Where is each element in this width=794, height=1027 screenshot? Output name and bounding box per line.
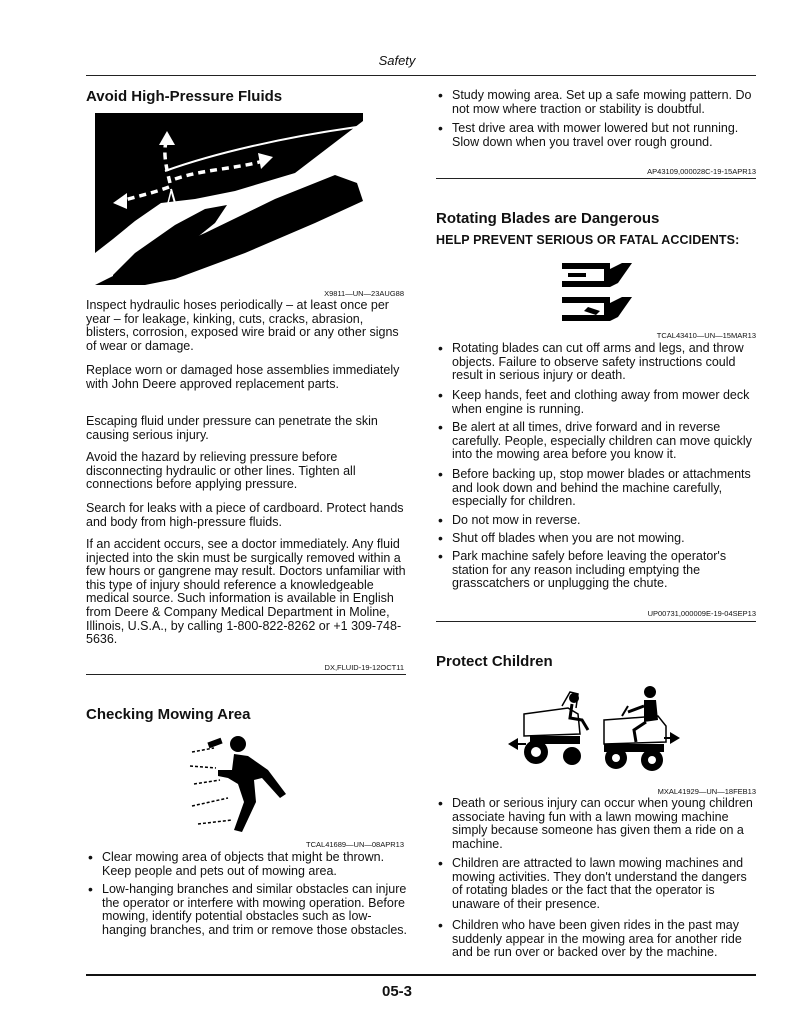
thrown-objects-illustration [188,732,298,836]
fluids-paragraph-2: Replace worn or damaged hose assemblies immediately with John Deere approved replacement parts. [86,363,400,391]
image-ref-mxal41929: MXAL41929—UN—18FEB13 [657,787,756,796]
blades-subheading: HELP PREVENT SERIOUS OR FATAL ACCIDENTS: [436,233,740,247]
section-rule-mowing [436,178,756,179]
blades-bullet-4: • Before backing up, stop mower blades or attachments and look down and behind the machine carefully, especially for children. [436,468,758,509]
page-header-title: Safety [378,53,416,68]
doc-ref-blades: UP00731,000009E-19-04SEP13 [647,609,756,618]
blades-bullet-5: • Do not mow in reverse. [436,514,758,528]
section-rule-blades [436,621,756,622]
image-ref-x9811: X9811—UN—23AUG88 [324,289,404,298]
fluids-paragraph-5: Search for leaks with a piece of cardboard. Protect hands and body from high-pressure fluids. [86,501,404,529]
fluids-paragraph-4: Avoid the hazard by relieving pressure before disconnecting hydraulic or other lines. Tighten all connections before applying pressure. [86,450,356,492]
children-bullet-3: • Children who have been given rides in the past may suddenly appear in the mowing area for another ride and be run over or backed over by the machine. [436,919,758,960]
blades-bullet-3: • Be alert at all times, drive forward and in reverse carefully. People, especially children can move quickly into the mowing area before you know it. [436,421,758,462]
heading-checking-mowing-area: Checking Mowing Area [86,706,251,723]
fluids-paragraph-6: If an accident occurs, see a doctor immediately. Any fluid injected into the skin must be surgically removed within a few hours or gangrene may result. Doctors unfamiliar with this type of injury should reference a knowledgeable medical source. Such information is available in English from Deere & Company Medical Department in Moline, Illinois, U.S.A., by calling 1-800-822-8262 or +1 309-748-5636. [86,537,406,647]
heading-protect-children: Protect Children [436,653,553,670]
image-ref-tcal41689: TCAL41689—UN—08APR13 [306,840,404,849]
doc-ref-fluids: DX,FLUID-19-12OCT11 [324,663,404,672]
protect-children-illustration [508,686,680,780]
header-rule [86,75,756,76]
image-ref-tcal43410: TCAL43410—UN—15MAR13 [656,331,756,340]
mowing-bullet-1: • Clear mowing area of objects that might be thrown. Keep people and pets out of mowing area. [86,851,408,878]
mowing-bullet-2: • Low-hanging branches and similar obstacles can injure the operator or interfere with mowing operation. Before mowing, identify potential obstacles such as low-hanging branches, and trim or remove those obstacles. [86,883,408,937]
high-pressure-fluid-illustration [95,113,363,285]
blades-bullet-6: • Shut off blades when you are not mowing. [436,532,758,546]
page-number: 05-3 [381,983,413,1000]
fluids-paragraph-3: Escaping fluid under pressure can penetrate the skin causing serious injury. [86,414,378,442]
rotating-blades-pictogram [560,259,634,327]
children-bullet-1: • Death or serious injury can occur when young children associate having fun with a lawn mowing machine simply because someone has given them a ride on a machine. [436,797,758,851]
blades-bullet-2: • Keep hands, feet and clothing away from mower deck when engine is running. [436,389,758,416]
blades-bullet-1: • Rotating blades can cut off arms and legs, and throw objects. Failure to observe safety instructions could result in serious injury or death. [436,342,758,383]
fluids-paragraph-1: Inspect hydraulic hoses periodically – at least once per year – for leakage, kinking, cuts, cracks, abrasion, blisters, corrosion, exposed wire braid or any other signs of wear or damage. [86,298,399,353]
footer-rule [86,974,756,976]
heading-avoid-high-pressure-fluids: Avoid High-Pressure Fluids [86,88,283,105]
doc-ref-mowing: AP43109,000028C-19-15APR13 [647,167,756,176]
mowing-bullet-4: • Test drive area with mower lowered but not running. Slow down when you travel over rough ground. [436,122,758,149]
section-rule-fluids [86,674,406,675]
blades-bullet-7: • Park machine safely before leaving the operator's station for any reason including emptying the grasscatchers or unplugging the chute. [436,550,758,591]
heading-rotating-blades: Rotating Blades are Dangerous [436,210,660,227]
children-bullet-2: • Children are attracted to lawn mowing machines and mowing activities. They don't understand the dangers of rotating blades or the fact that the operator is unaware of their presence. [436,857,758,911]
mowing-bullet-3: • Study mowing area. Set up a safe mowing pattern. Do not mow where traction or stability is doubtful. [436,89,758,116]
